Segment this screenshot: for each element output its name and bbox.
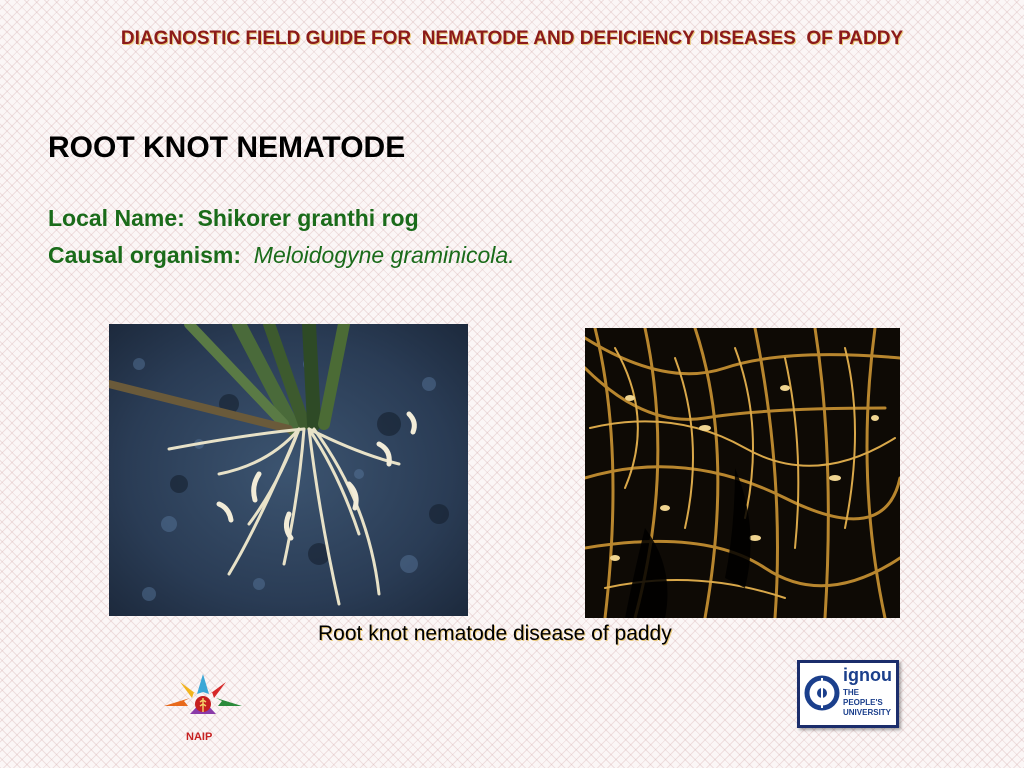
slide-title: ROOT KNOT NEMATODE xyxy=(48,131,406,164)
causal-organism-line xyxy=(48,242,515,269)
ignou-logo xyxy=(797,660,899,728)
image-caption: Root knot nematode disease of paddy xyxy=(318,622,672,645)
ignou-tagline-line2: UNIVERSITY xyxy=(843,708,892,717)
local-name-label: Local Name: xyxy=(48,205,185,231)
causal-organism-label: Causal organism: xyxy=(48,242,241,268)
root-knot-photo-soil xyxy=(109,324,468,616)
causal-organism-value: Meloidogyne graminicola. xyxy=(253,242,515,268)
ignou-logo-tagline xyxy=(843,688,898,718)
naip-logo xyxy=(160,672,246,732)
naip-logo-text: NAIP xyxy=(186,731,213,743)
slide-header: DIAGNOSTIC FIELD GUIDE FOR NEMATODE AND DEFICIENCY DISEASES OF PADDY xyxy=(120,28,904,49)
local-name-value: Shikorer granthi rog xyxy=(197,205,419,231)
local-name-line xyxy=(48,205,419,232)
root-knot-photo-roots xyxy=(585,328,900,618)
ignou-logo-word: ignou xyxy=(843,665,892,685)
ignou-tagline-line1: THE PEOPLE'S xyxy=(843,688,883,707)
